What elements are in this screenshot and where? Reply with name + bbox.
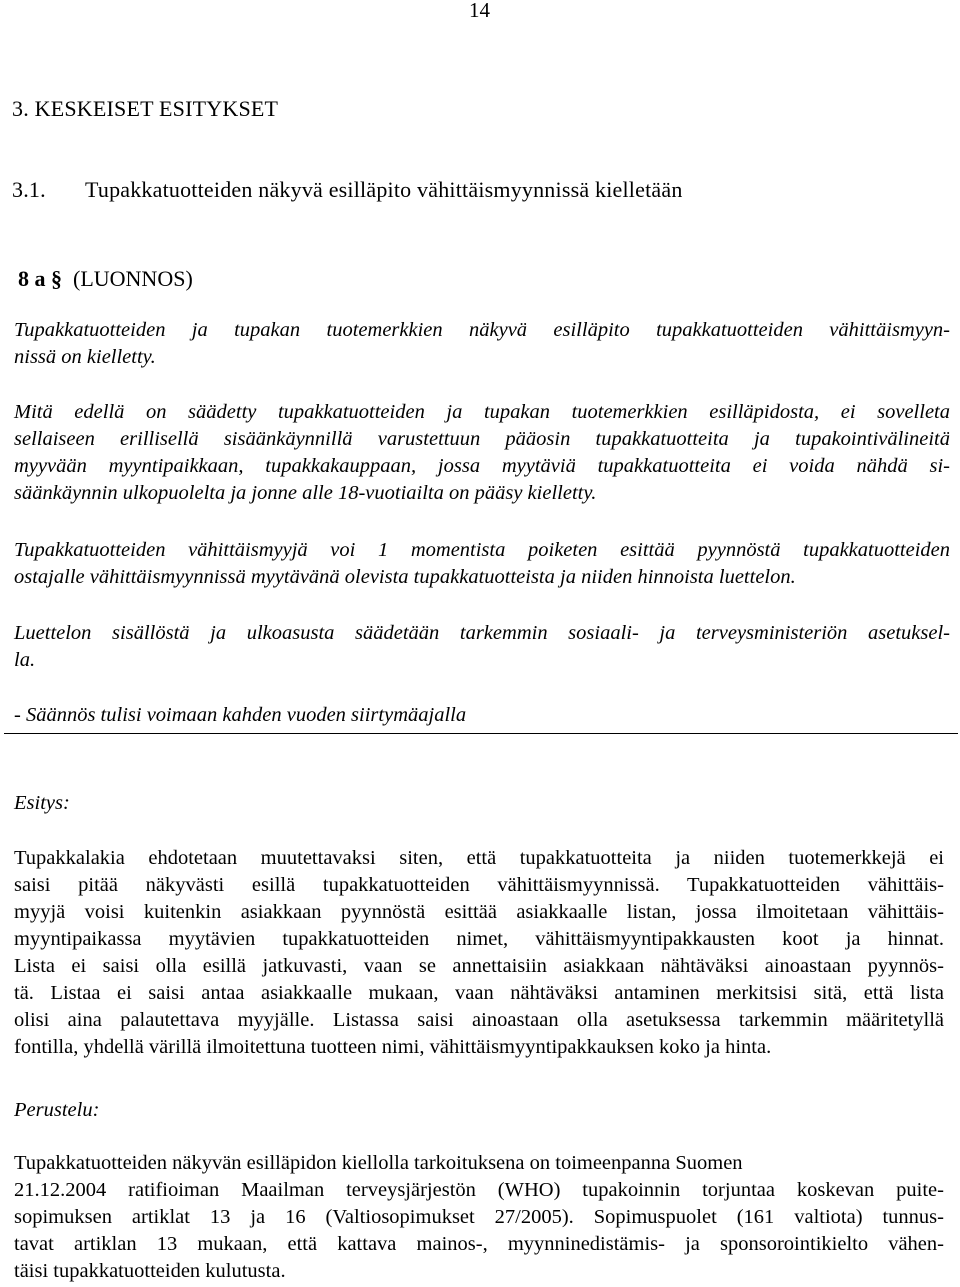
proposal-label: Esitys: — [14, 792, 70, 814]
draft-section-line — [18, 265, 193, 293]
draft-law-box — [4, 254, 958, 734]
proposal-paragraph — [14, 845, 944, 1061]
text-line: Lista ei saisi olla esillä jatkuvasti, vaan se annettaisiin asiakkaan nähtäväksi ainoastaan pyynnös- — [14, 955, 944, 977]
text-line: myyvään myyntipaikkaan, tupakkakauppaan, jossa myytäviä tupakkatuotteita ei voida nähdä si- — [14, 455, 950, 477]
draft-paragraph-2 — [14, 399, 950, 507]
text-line: ostajalle vähittäismyynnissä myytävänä olevista tupakkatuotteista ja niiden hinnoista luettelon. — [14, 566, 796, 588]
text-line: myyjä voisi kuitenkin asiakkaan pyynnöstä esittää asiakkaalle listan, jossa ilmoitetaan vähittäis- — [14, 901, 944, 923]
text-line: Tupakkatuotteiden vähittäismyyjä voi 1 momentista poiketen esittää pyynnöstä tupakkatuotteiden — [14, 539, 950, 561]
text-line: fontilla, yhdellä värillä ilmoitettuna tuotteen nimi, vähittäismyyntipakkauksen koko ja hinta. — [14, 1036, 772, 1058]
draft-paragraph-1 — [14, 317, 950, 371]
draft-paragraph-3 — [14, 537, 950, 591]
section-number: 3.1. — [12, 177, 46, 202]
text-line: Tupakkatuotteiden näkyvän esilläpidon kiellolla tarkoituksena on toimeenpanna Suomen — [14, 1152, 743, 1174]
rationale-label: Perustelu: — [14, 1099, 100, 1121]
text-line: säänkäynnin ulkopuolelta ja jonne alle 18-vuotiailta on pääsy kielletty. — [14, 482, 597, 504]
text-line: Mitä edellä on säädetty tupakkatuotteiden ja tupakan tuotemerkkien esilläpidosta, ei sovelleta — [14, 401, 950, 423]
text-line: Tupakkatuotteiden ja tupakan tuotemerkkien näkyvä esilläpito tupakkatuotteiden vähittäismyyn- — [14, 319, 950, 341]
draft-paragraph-5 — [14, 702, 950, 729]
text-line: täisi tupakkatuotteiden kulutusta. — [14, 1260, 286, 1282]
text-line: tä. Listaa ei saisi antaa asiakkaalle mukaan, vaan nähtäväksi antaminen merkitsisi sitä, että lista — [14, 982, 944, 1004]
text-line: olisi aina palautettava myyjälle. Listassa saisi ainoastaan olla asetuksessa tarkemmin määritetyllä — [14, 1009, 944, 1031]
text-line: - Säännös tulisi voimaan kahden vuoden siirtymäajalla — [14, 704, 467, 726]
chapter-heading: 3. KESKEISET ESITYKSET — [12, 96, 279, 121]
draft-status: (LUONNOS) — [73, 266, 193, 291]
text-line: myyntipaikassa myytävien tupakkatuotteiden nimet, vähittäismyyntipakkausten koot ja hinnat. — [14, 928, 944, 950]
text-line: la. — [14, 649, 36, 671]
page-number: 14 — [469, 0, 490, 22]
section-mark: 8 a § — [18, 266, 62, 291]
draft-paragraph-4 — [14, 620, 950, 674]
text-line: Luettelon sisällöstä ja ulkoasusta säädetään tarkemmin sosiaali- ja terveysministeriön asetuksel- — [14, 622, 950, 644]
text-line: nissä on kielletty. — [14, 346, 156, 368]
text-line: 21.12.2004 ratifioiman Maailman terveysjärjestön (WHO) tupakoinnin torjuntaa koskevan puite- — [14, 1179, 944, 1201]
text-line: sopimuksen artiklat 13 ja 16 (Valtiosopimukset 27/2005). Sopimuspuolet (161 valtiota) tunnus- — [14, 1206, 944, 1228]
text-line: sellaiseen erillisellä sisäänkäynnillä varustettuun pääosin tupakkatuotteita ja tupakointivälineitä — [14, 428, 950, 450]
text-line: tavat artiklan 13 mukaan, että kattava mainos-, myynninedistämis- ja sponsorointikielto vähen- — [14, 1233, 944, 1255]
section-heading — [12, 176, 683, 204]
rationale-paragraph — [14, 1150, 944, 1285]
section-title: Tupakkatuotteiden näkyvä esilläpito vähittäismyynnissä kielletään — [85, 177, 683, 202]
text-line: Tupakkalakia ehdotetaan muutettavaksi siten, että tupakkatuotteita ja niiden tuotemerkkejä ei — [14, 847, 944, 869]
text-line: saisi pitää näkyvästi esillä tupakkatuotteiden vähittäismyynnissä. Tupakkatuotteiden vähittäis- — [14, 874, 944, 896]
